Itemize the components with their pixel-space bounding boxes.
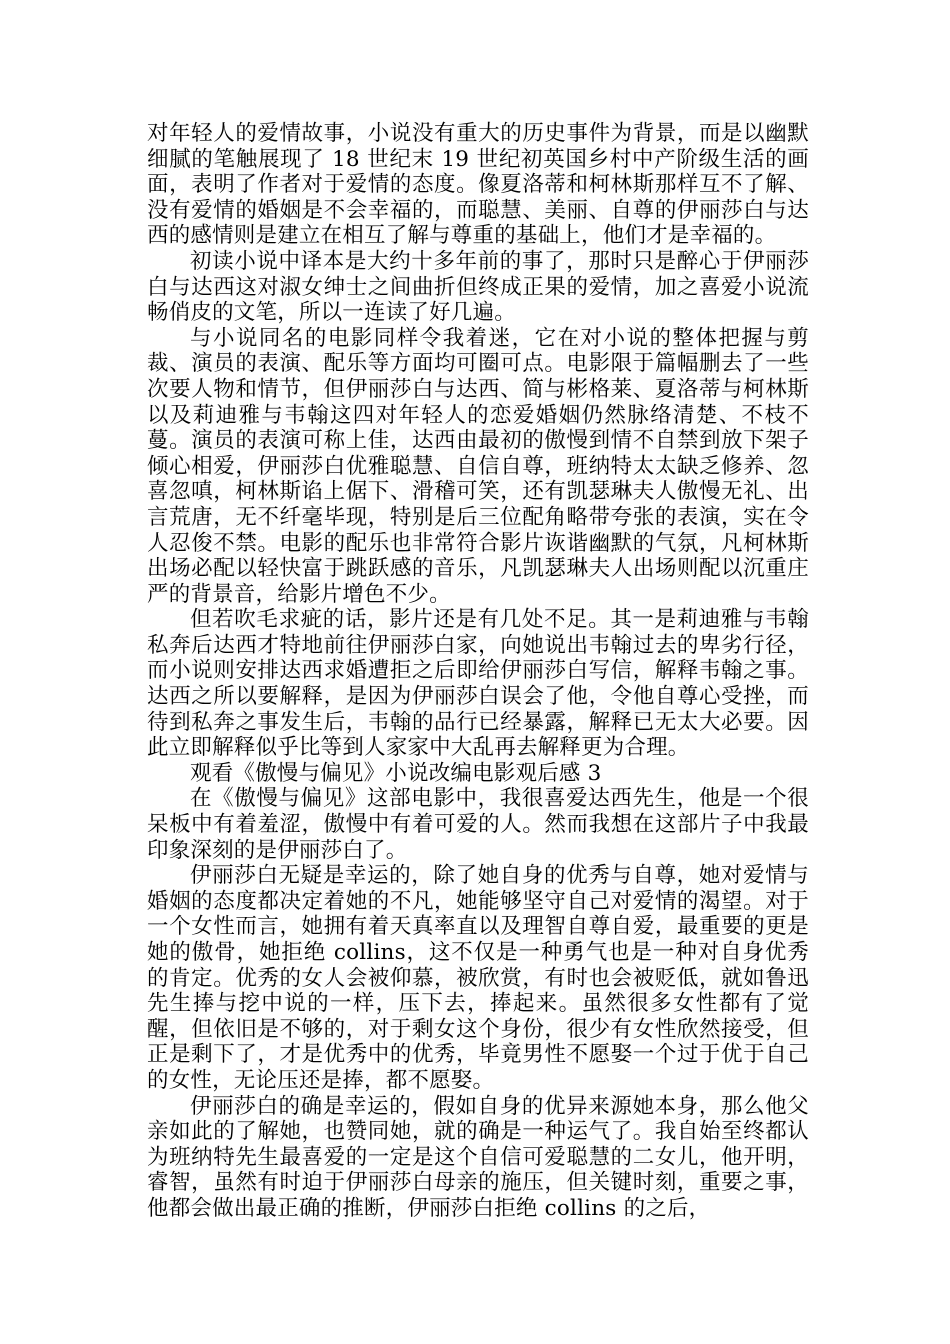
paragraph-continued: 对年轻人的爱情故事，小说没有重大的历史事件为背景，而是以幽默细腻的笔触展现了 18 世纪末 19 世纪初英国乡村中产阶级生活的画面，表明了作者对于爱情的态度。像夏洛蒂和柯林斯那样互不了解、没有爱情的婚姻是不会幸福的，而聪慧、美丽、自尊的伊丽莎白与达西的感情则是建立在相互了解与尊重的基础上，他们才是幸福的。 [147,121,809,249]
paragraph: 与小说同名的电影同样令我着迷，它在对小说的整体把握与剪裁、演员的表演、配乐等方面均可圈可点。电影限于篇幅删去了一些次要人物和情节，但伊丽莎白与达西、简与彬格莱、夏洛蒂与柯林斯以及莉迪雅与韦翰这四对年轻人的恋爱婚姻仍然脉络清楚、不枝不蔓。演员的表演可称上佳，达西由最初的傲慢到情不自禁到放下架子倾心相爱，伊丽莎白优雅聪慧、自信自尊，班纳特太太缺乏修养、忽喜忽嗔，柯林斯谄上倨下、滑稽可笑，还有凯瑟琳夫人傲慢无礼、出言荒唐，无不纤毫毕现，特别是后三位配角略带夸张的表演，实在令人忍俊不禁。电影的配乐也非常符合影片诙谐幽默的气氛，凡柯林斯出场必配以轻快富于跳跃感的音乐，凡凯瑟琳夫人出场则配以沉重庄严的背景音，给影片增色不少。 [147,325,809,607]
paragraph: 伊丽莎白无疑是幸运的，除了她自身的优秀与自尊，她对爱情与婚姻的态度都决定着她的不凡，她能够坚守自己对爱情的渴望。对于一个女性而言，她拥有着天真率直以及理智自尊自爱，最重要的更是她的傲骨，她拒绝 collins，这不仅是一种勇气也是一种对自身优秀的肯定。优秀的女人会被仰慕，被欣赏，有时也会被贬低，就如鲁迅先生捧与挖中说的一样，压下去，捧起来。虽然很多女性都有了觉醒，但依旧是不够的，对于剩女这个身份，很少有女性欣然接受，但正是剩下了，才是优秀中的优秀，毕竟男性不愿娶一个过于优于自己的女性，无论压还是捧，都不愿娶。 [147,863,809,1093]
section-heading: 观看《傲慢与偏见》小说改编电影观后感 3 [190,760,602,786]
paragraph: 初读小说中译本是大约十多年前的事了，那时只是醉心于伊丽莎白与达西这对淑女绅士之间曲折但终成正果的爱情，加之喜爱小说流畅俏皮的文笔，所以一连读了好几遍。 [147,248,809,326]
paragraph: 在《傲慢与偏见》这部电影中，我很喜爱达西先生，他是一个很呆板中有着羞涩，傲慢中有着可爱的人。然而我想在这部片子中我最印象深刻的是伊丽莎白了。 [147,786,809,863]
paragraph: 伊丽莎白的确是幸运的，假如自身的优异来源她本身，那么他父亲如此的了解她，也赞同她，就的确是一种运气了。我自始至终都认为班纳特先生最喜爱的一定是这个自信可爱聪慧的二女儿，他开明，睿智，虽然有时迫于伊丽莎白母亲的施压，但关键时刻，重要之事，他都会做出最正确的推断，伊丽莎白拒绝 collins 的之后， [147,1093,809,1221]
paragraph: 但若吹毛求疵的话，影片还是有几处不足。其一是莉迪雅与韦翰私奔后达西才特地前往伊丽莎白家，向她说出韦翰过去的卑劣行径，而小说则安排达西求婚遭拒之后即给伊丽莎白写信，解释韦翰之事。达西之所以要解释，是因为伊丽莎白误会了他，令他自尊心受挫，而待到私奔之事发生后，韦翰的品行已经暴露，解释已无太大必要。因此立即解释似乎比等到人家家中大乱再去解释更为合理。 [147,607,809,761]
document-body [147,121,809,1222]
